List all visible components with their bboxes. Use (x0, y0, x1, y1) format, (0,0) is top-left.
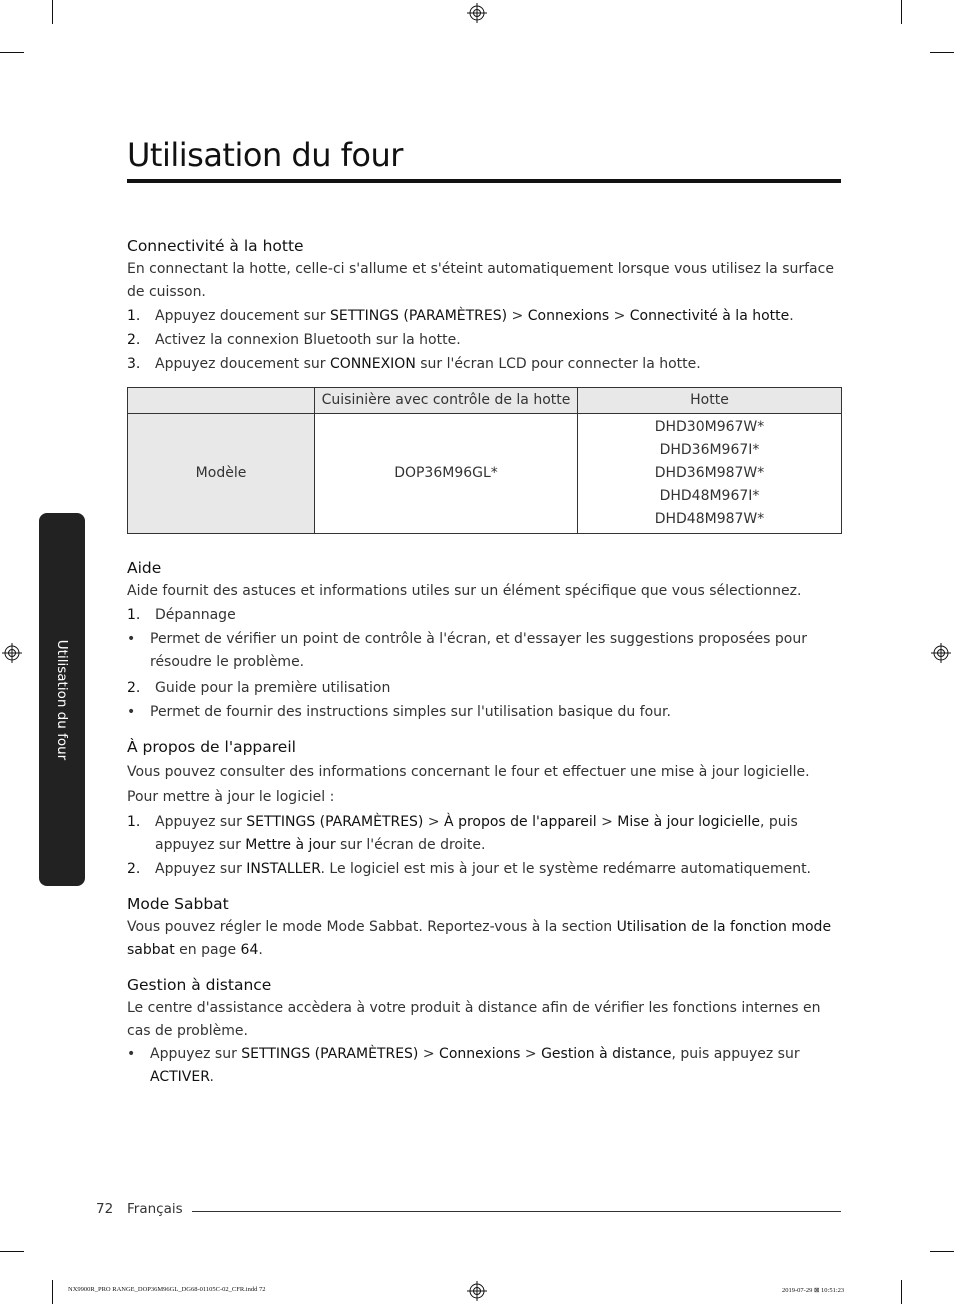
separator: > (596, 814, 618, 830)
table-row-label: Modèle (128, 414, 315, 534)
page-title: Utilisation du four (127, 136, 403, 174)
footer-rule (192, 1211, 841, 1212)
hood-step-2 (127, 329, 841, 352)
table-row (128, 414, 842, 534)
hood-intro: En connectant la hotte, celle-ci s'allume et s'éteint automatiquement lorsque vous utilisez la surface de cuisson. (127, 261, 834, 300)
ui-term: Mettre à jour (245, 837, 336, 853)
main-content (127, 234, 841, 1089)
hood-model: DHD36M987W* (654, 465, 765, 481)
registration-mark-icon (2, 643, 22, 663)
hood-model: DHD48M987W* (654, 511, 765, 527)
title-rule (127, 179, 841, 183)
about-step-2 (127, 858, 841, 881)
registration-mark-icon (467, 1281, 487, 1301)
side-tab-label: Utilisation du four (54, 639, 70, 760)
bullet-text: . (209, 1069, 214, 1085)
print-slug-file: NX9900R_PRO RANGE_DOP36M96GL_DG68-01105C-02_CFR.indd 72 (68, 1286, 266, 1293)
separator: > (507, 308, 528, 324)
ui-term: ACTIVER (150, 1069, 210, 1085)
section-heading-sabbath: Mode Sabbat (127, 895, 229, 913)
bullet-text: Permet de fournir des instructions simples sur l'utilisation basique du four. (150, 704, 671, 720)
step-text: Appuyez sur (155, 814, 247, 830)
hood-model: DHD36M967I* (659, 442, 760, 458)
bullet-dot: • (127, 704, 136, 720)
body-text: . (258, 942, 263, 958)
print-slug-date: 2019-07-29 ⊠ 10:51:23 (782, 1287, 845, 1294)
help-bullet-1 (127, 628, 841, 674)
body-text: Vous pouvez régler le mode Mode Sabbat. Reportez-vous à la section (127, 919, 617, 935)
ui-term: SETTINGS (PARAMÈTRES) (246, 814, 424, 830)
step-text: Appuyez doucement sur (155, 356, 330, 372)
table-header-empty (128, 388, 315, 414)
about-intro-1: Vous pouvez consulter des informations concernant le four et effectuer une mise à jour logicielle. (127, 764, 810, 780)
step-number: 2. (127, 332, 141, 348)
remote-bullet (127, 1043, 841, 1089)
side-tab (39, 513, 85, 886)
remote-intro: Le centre d'assistance accèdera à votre produit à distance afin de vérifier les fonctions internes en cas de problème. (127, 1000, 821, 1039)
body-text: en page (174, 942, 241, 958)
step-text: Activez la connexion Bluetooth sur la hotte. (155, 332, 461, 348)
bullet-dot: • (127, 631, 136, 647)
step-text: Guide pour la première utilisation (155, 680, 391, 696)
crop-mark (0, 1251, 24, 1252)
separator: > (423, 814, 445, 830)
crop-mark (901, 0, 902, 24)
ui-term: INSTALLER (246, 861, 321, 877)
about-step-1 (127, 811, 841, 857)
ui-term: SETTINGS (PARAMÈTRES) (330, 308, 508, 324)
step-number: 1. (127, 814, 141, 830)
bullet-text: , puis appuyez sur (671, 1046, 800, 1062)
table-cell-range-model: DOP36M96GL* (315, 414, 578, 534)
cross-reference: Utilisation de la fonction mode sabbat (127, 919, 832, 958)
step-text: Appuyez doucement sur (155, 308, 330, 324)
bullet-text: Permet de vérifier un point de contrôle à l'écran, et d'essayer les suggestions proposées pour résoudre le problème. (150, 631, 807, 670)
ui-term: Gestion à distance (541, 1046, 672, 1062)
table-header-row (128, 388, 842, 414)
step-text: Appuyez sur (155, 861, 247, 877)
bullet-dot: • (127, 1046, 136, 1062)
crop-mark (930, 1251, 954, 1252)
section-heading-about: À propos de l'appareil (127, 738, 296, 756)
hood-step-1 (127, 305, 841, 328)
page-number: 72 (96, 1201, 114, 1217)
step-text: . (789, 308, 794, 324)
crop-mark (901, 1280, 902, 1304)
ui-term: CONNEXION (330, 356, 416, 372)
hood-step-3 (127, 353, 841, 376)
step-number: 2. (127, 861, 141, 877)
help-intro: Aide fournit des astuces et informations utiles sur un élément spécifique que vous sélectionnez. (127, 583, 802, 599)
table-header-range: Cuisinière avec contrôle de la hotte (315, 388, 578, 414)
registration-mark-icon (931, 643, 951, 663)
bullet-text: Appuyez sur (150, 1046, 242, 1062)
section-heading-help: Aide (127, 559, 162, 577)
ui-term: À propos de l'appareil (444, 814, 597, 830)
step-text: sur l'écran LCD pour connecter la hotte. (415, 356, 701, 372)
step-text: . Le logiciel est mis à jour et le système redémarre automatiquement. (320, 861, 812, 877)
step-number: 3. (127, 356, 141, 372)
sabbath-text (127, 916, 841, 962)
about-intro-2: Pour mettre à jour le logiciel : (127, 789, 335, 805)
section-heading-hood: Connectivité à la hotte (127, 237, 304, 255)
section-heading-remote: Gestion à distance (127, 976, 272, 994)
ui-term: Connectivité à la hotte (629, 308, 790, 324)
crop-mark (930, 52, 954, 53)
step-text: , puis appuyez sur (155, 814, 798, 853)
ui-term: Connexions (439, 1046, 521, 1062)
table-header-hood: Hotte (578, 388, 842, 414)
hood-model: DHD48M967I* (659, 488, 760, 504)
step-number: 1. (127, 308, 141, 324)
footer-language: Français (127, 1201, 183, 1217)
step-text: Dépannage (155, 607, 236, 623)
separator: > (520, 1046, 542, 1062)
help-bullet-2 (127, 701, 841, 724)
ui-term: Connexions (527, 308, 610, 324)
page-reference: 64 (240, 942, 259, 958)
crop-mark (0, 52, 24, 53)
ui-term: Mise à jour logicielle (617, 814, 760, 830)
crop-mark (52, 1280, 53, 1304)
step-number: 2. (127, 680, 141, 696)
help-item-1 (127, 604, 841, 627)
help-item-2 (127, 677, 841, 700)
step-text: sur l'écran de droite. (335, 837, 486, 853)
registration-mark-icon (467, 3, 487, 23)
step-number: 1. (127, 607, 141, 623)
separator: > (609, 308, 630, 324)
table-cell-hood-models (578, 414, 842, 534)
separator: > (418, 1046, 440, 1062)
hood-model: DHD30M967W* (654, 419, 765, 435)
model-table (127, 387, 842, 534)
ui-term: SETTINGS (PARAMÈTRES) (241, 1046, 419, 1062)
crop-mark (52, 0, 53, 24)
